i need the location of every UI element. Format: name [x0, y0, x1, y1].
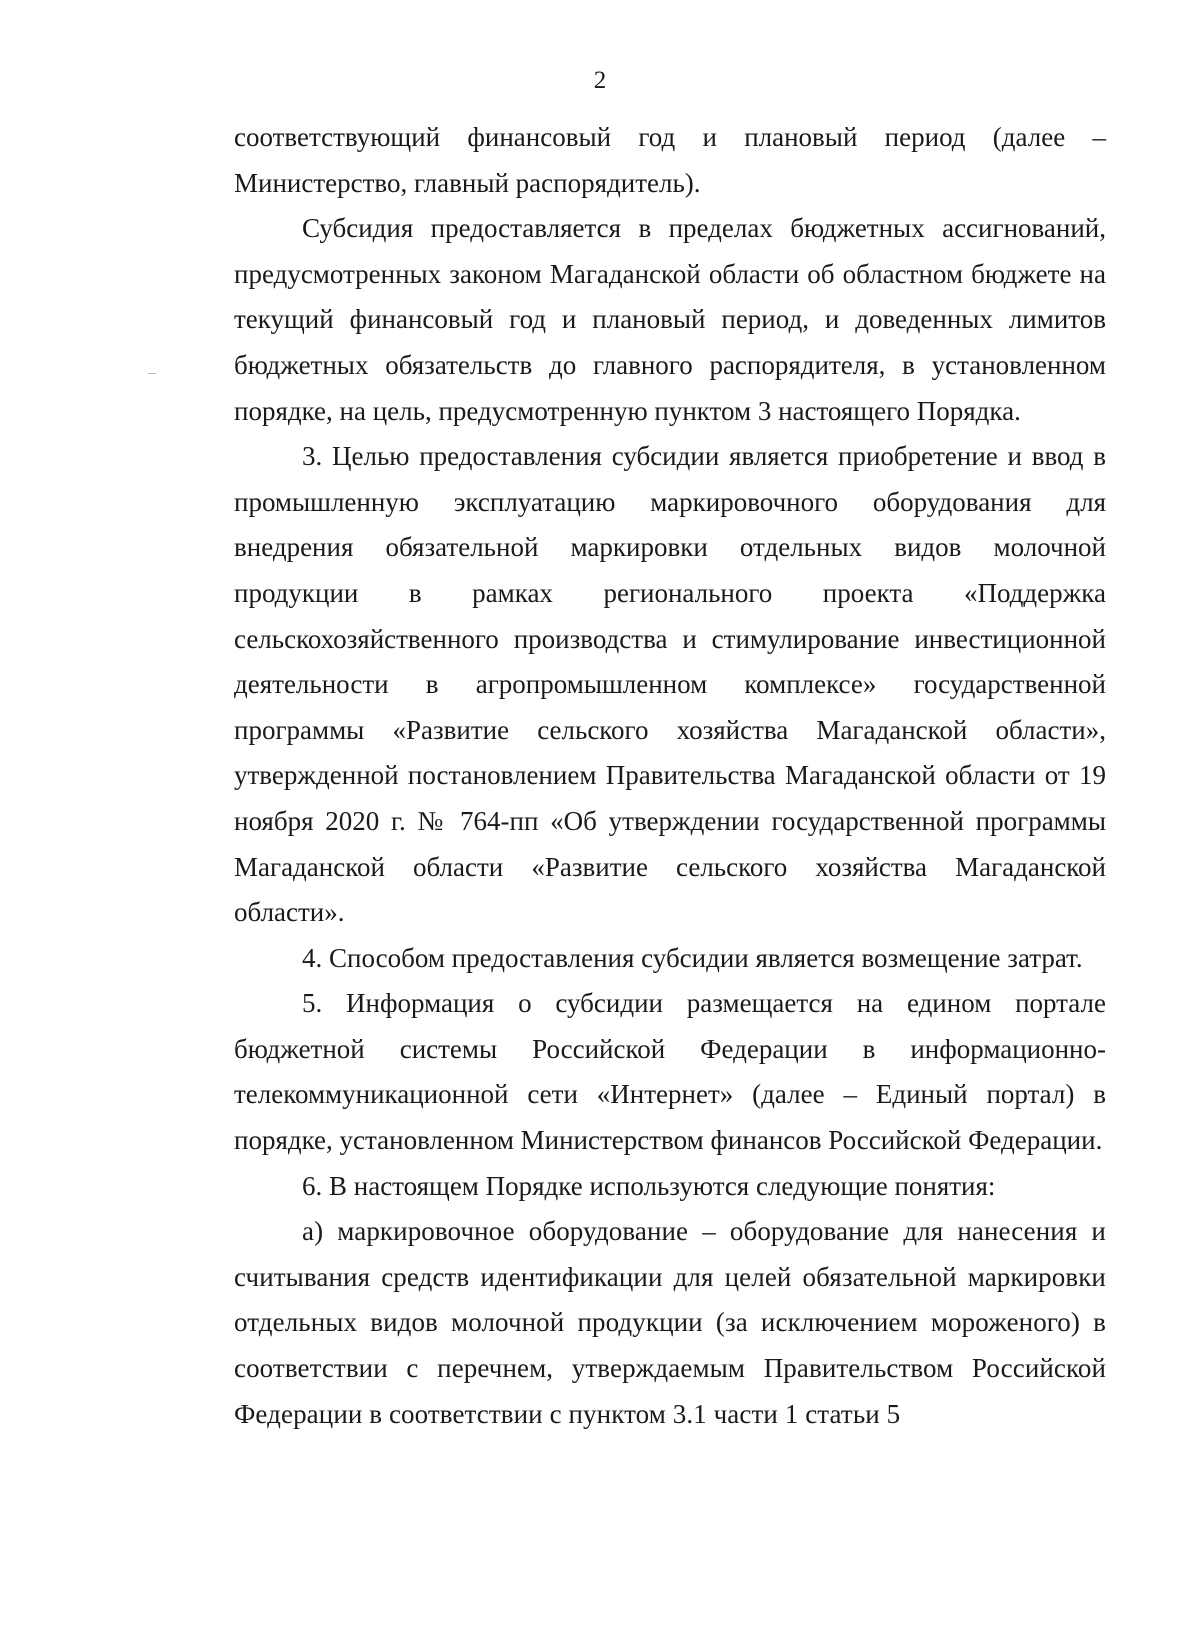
paragraph-continuation: соответствующий финансовый год и плановый период (далее – Министерство, главный распорядитель). [234, 122, 1106, 198]
paragraph-item-5: 5. Информация о субсидии размещается на едином портале бюджетной системы Российской Федерации в информационно-телекоммуникационной сети «Интернет» (далее – Единый портал) в порядке, установленном Министерством финансов Российской Федерации. [234, 988, 1106, 1156]
paragraph-item-4: 4. Способом предоставления субсидии является возмещение затрат. [302, 942, 1083, 973]
page-number: 2 [593, 67, 607, 94]
paragraph-item-6: 6. В настоящем Порядке используются следующие понятия: [302, 1170, 996, 1201]
document-body [234, 115, 1106, 1437]
scan-artifact-mark [148, 373, 156, 374]
paragraph-item-6a: а) маркировочное оборудование – оборудование для нанесения и считывания средств идентификации для целей обязательной маркировки отдельных видов молочной продукции (за исключением мороженого) в соответствии с перечнем, утверждаемым Правительством Российской Федерации в соответствии с пунктом 3.1 части 1 статьи 5 [234, 1216, 1106, 1429]
paragraph-subsidy-limits: Субсидия предоставляется в пределах бюджетных ассигнований, предусмотренных законом Магаданской области об областном бюджете на текущий финансовый год и плановый период, и доведенных лимитов бюджетных обязательств до главного распорядителя, в установленном порядке, на цель, предусмотренную пунктом 3 настоящего Порядка. [234, 213, 1106, 426]
paragraph-item-3: 3. Целью предоставления субсидии является приобретение и ввод в промышленную эксплуатацию маркировочного оборудования для внедрения обязательной маркировки отдельных видов молочной продукции в рамках регионального проекта «Поддержка сельскохозяйственного производства и стимулирование инвестиционной деятельности в агропромышленном комплексе» государственной программы «Развитие сельского хозяйства Магаданской области», утвержденной постановлением Правительства Магаданской области от 19 ноября 2020 г. № 764-пп «Об утверждении государственной программы Магаданской области «Развитие сельского хозяйства Магаданской области». [234, 441, 1106, 928]
